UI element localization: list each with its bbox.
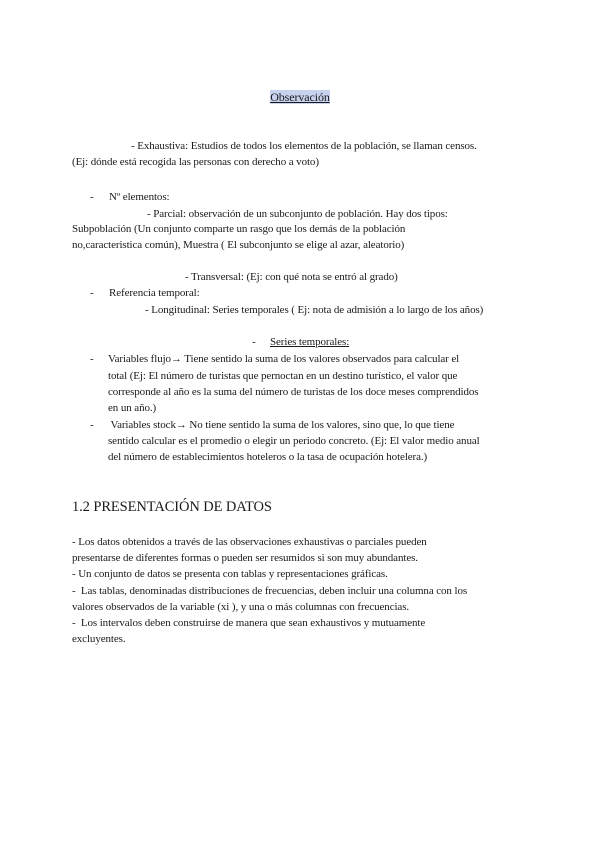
flujo-line-4: en un año.) bbox=[108, 402, 157, 414]
section-line-6: - Los intervalos deben construirse de manera que sean exhaustivos y mutuamente bbox=[72, 617, 426, 629]
parcial-line-2: Subpoblación (Un conjunto comparte un rasgo que los demás de la población bbox=[72, 223, 406, 235]
stock-dash: - bbox=[90, 419, 94, 431]
flujo-dash: - bbox=[90, 353, 94, 365]
exhaustiva-line-1: - Exhaustiva: Estudios de todos los elementos de la población, se llaman censos. bbox=[131, 140, 477, 152]
transversal-line: - Transversal: (Ej: con qué nota se entró al grado) bbox=[185, 271, 398, 283]
section-line-7: excluyentes. bbox=[72, 633, 126, 645]
n-elementos-label: Nº elementos: bbox=[109, 191, 170, 203]
stock-line-3: del número de establecimientos hoteleros o la tasa de ocupación hotelera.) bbox=[108, 451, 428, 463]
parcial-line-3: no,caracteristica común), Muestra ( El subconjunto se elige al azar, aleatorio) bbox=[72, 239, 405, 251]
longitudinal-line: - Longitudinal: Series temporales ( Ej: nota de admisión a lo largo de los años) bbox=[145, 304, 484, 316]
stock-line-2: sentido calcular es el promedio o elegir un periodo concreto. (Ej: El valor medio anual bbox=[108, 435, 480, 447]
title-text: Observación bbox=[270, 90, 330, 104]
parcial-line-1: - Parcial: observación de un subconjunto de población. Hay dos tipos: bbox=[147, 208, 448, 220]
series-dash: - bbox=[252, 336, 256, 348]
stock-line-1: Variables stock→ No tiene sentido la suma de los valores, sino que, lo que tiene bbox=[108, 419, 455, 431]
section-line-1: - Los datos obtenidos a través de las observaciones exhaustivas o parciales pueden bbox=[72, 536, 427, 548]
series-heading: Series temporales: bbox=[270, 336, 350, 348]
section-line-2: presentarse de diferentes formas o pueden ser resumidos si son muy abundantes. bbox=[72, 552, 418, 564]
section-line-5: valores observados de la variable (xi ), y una o más columnas con frecuencias. bbox=[72, 601, 410, 613]
n-elementos-dash: - bbox=[90, 191, 94, 203]
section-line-4: - Las tablas, denominadas distribuciones de frecuencias, deben incluir una columna con los bbox=[72, 585, 468, 597]
section-heading: 1.2 PRESENTACIÓN DE DATOS bbox=[72, 499, 272, 515]
flujo-line-1: Variables flujo→ Tiene sentido la suma de los valores observados para calcular el bbox=[108, 353, 460, 365]
flujo-line-3: corresponde al año es la suma del número de turistas de los doce meses comprendidos bbox=[108, 386, 479, 398]
flujo-line-2: total (Ej: El número de turistas que pernoctan en un destino turístico, el valor que bbox=[108, 370, 458, 382]
page-title bbox=[0, 90, 600, 105]
referencia-label: Referencia temporal: bbox=[109, 287, 200, 299]
referencia-dash: - bbox=[90, 287, 94, 299]
exhaustiva-line-2: (Ej: dónde está recogida las personas con derecho a voto) bbox=[72, 156, 319, 168]
section-line-3: - Un conjunto de datos se presenta con tablas y representaciones gráficas. bbox=[72, 568, 388, 580]
